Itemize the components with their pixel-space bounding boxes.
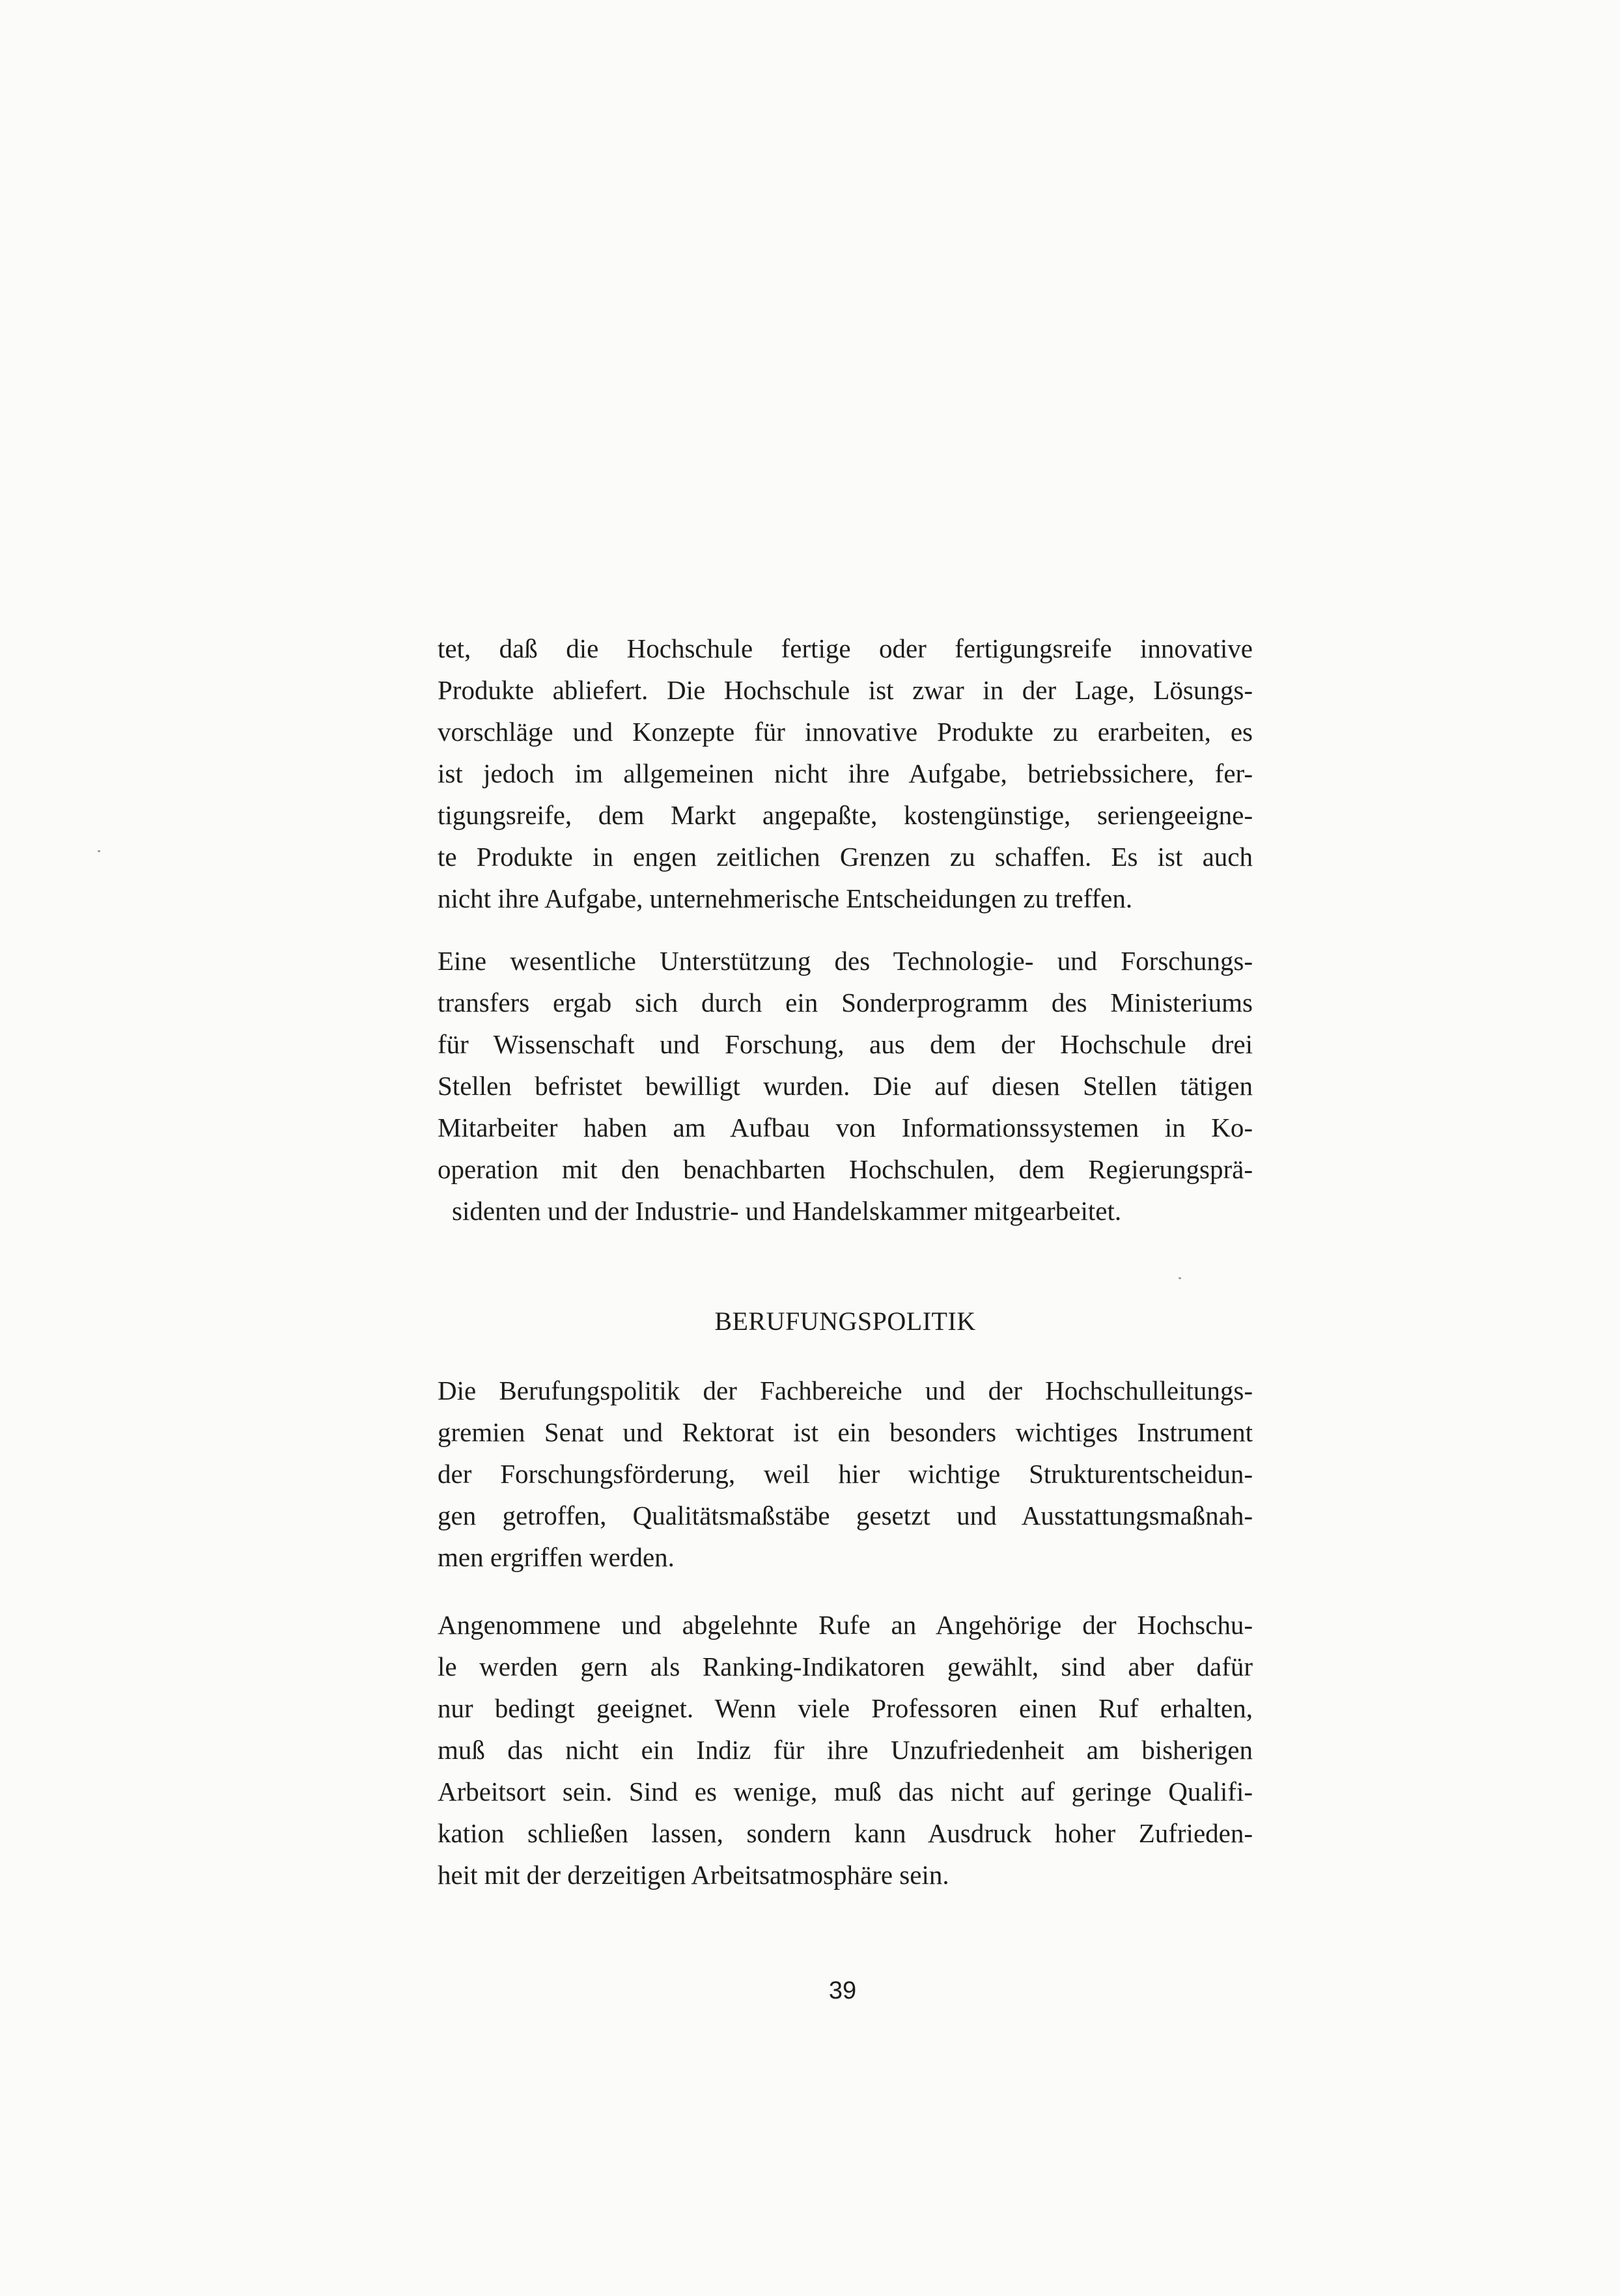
text-line: heit mit der derzeitigen Arbeitsatmosphäre sein. (438, 1860, 949, 1890)
text-line: Stellen befristet bewilligt wurden. Die auf diesen Stellen tätigen (438, 1071, 1253, 1101)
text-line: Arbeitsort sein. Sind es wenige, muß das nicht auf geringe Qualifi- (438, 1777, 1253, 1806)
text-line: ist jedoch im allgemeinen nicht ihre Aufgabe, betriebssichere, fer- (438, 758, 1253, 788)
text-line: muß das nicht ein Indiz für ihre Unzufriedenheit am bisherigen (438, 1735, 1253, 1765)
text-line: operation mit den benachbarten Hochschulen, dem Regierungsprä- (438, 1154, 1253, 1184)
text-line: Eine wesentliche Unterstützung des Technologie- und Forschungs- (438, 946, 1253, 976)
text-line: transfers ergab sich durch ein Sonderprogramm des Ministeriums (438, 988, 1253, 1017)
text-line: der Forschungsförderung, weil hier wichtige Strukturentscheidun- (438, 1459, 1253, 1489)
text-line: le werden gern als Ranking-Indikatoren gewählt, sind aber dafür (438, 1652, 1253, 1681)
text-line: tet, daß die Hochschule fertige oder fertigungsreife innovative (438, 633, 1253, 663)
text-line: gremien Senat und Rektorat ist ein besonders wichtiges Instrument (438, 1417, 1253, 1447)
text-line: Mitarbeiter haben am Aufbau von Informationssystemen in Ko- (438, 1113, 1253, 1142)
text-line: tigungsreife, dem Markt angepaßte, kostengünstige, seriengeeigne- (438, 800, 1253, 830)
text-line: Produkte abliefert. Die Hochschule ist zwar in der Lage, Lösungs- (438, 675, 1253, 705)
section-heading: BERUFUNGSPOLITIK (714, 1307, 976, 1336)
text-line: nur bedingt geeignet. Wenn viele Professoren einen Ruf erhalten, (438, 1693, 1253, 1723)
text-line: Angenommene und abgelehnte Rufe an Angehörige der Hochschu- (438, 1610, 1253, 1640)
text-line: kation schließen lassen, sondern kann Ausdruck hoher Zufrieden- (438, 1818, 1253, 1848)
text-line: für Wissenschaft und Forschung, aus dem der Hochschule drei (438, 1029, 1253, 1059)
text-line: nicht ihre Aufgabe, unternehmerische Entscheidungen zu treffen. (438, 883, 1133, 913)
text-line: gen getroffen, Qualitätsmaßstäbe gesetzt und Ausstattungsmaßnah- (438, 1501, 1253, 1530)
text-line: vorschläge und Konzepte für innovative Produkte zu erarbeiten, es (438, 717, 1253, 747)
scan-speck (98, 850, 100, 852)
text-line: men ergriffen werden. (438, 1542, 675, 1572)
text-line: te Produkte in engen zeitlichen Grenzen zu schaffen. Es ist auch (438, 842, 1253, 872)
scan-speck (1179, 1277, 1181, 1279)
text-line: sidenten und der Industrie- und Handelskammer mitgearbeitet. (452, 1196, 1122, 1226)
page-number: 39 (828, 1977, 857, 2004)
text-line: Die Berufungspolitik der Fachbereiche und der Hochschulleitungs- (438, 1376, 1253, 1405)
